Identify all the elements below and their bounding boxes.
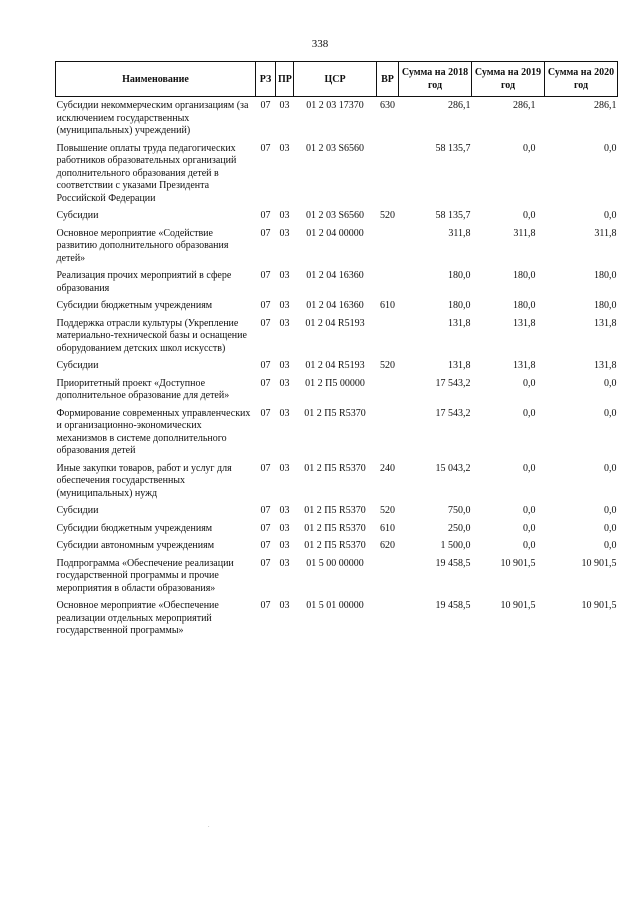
- cell-name: Подпрограмма «Обеспечение реализации государственной программы и прочие мероприятия в области образования»: [56, 557, 234, 594]
- cell-sum-2019: 0,0: [523, 210, 536, 221]
- table-row: [56, 267, 618, 297]
- cell-rz: 07: [260, 462, 271, 474]
- cell-pr: 03: [279, 210, 290, 221]
- cell-sum-2019: 180,0: [513, 270, 536, 281]
- header-name: Наименование: [56, 62, 256, 97]
- cell-name: Основное мероприятие «Содействие развитию дополнительного образования детей»: [56, 227, 229, 264]
- cell-rz: 07: [260, 557, 271, 569]
- cell-sum-2018: 1 500,0: [440, 540, 471, 551]
- cell-pr: 03: [279, 227, 290, 239]
- cell-vr: 610: [380, 300, 395, 311]
- table-row: [56, 315, 618, 358]
- cell-rz: 07: [260, 100, 271, 111]
- cell-rz: 07: [260, 505, 271, 516]
- cell-rz: 07: [260, 600, 271, 611]
- cell-pr: 03: [279, 270, 290, 281]
- cell-sum-2020: 10 901,5: [581, 557, 617, 569]
- cell-vr: 610: [380, 522, 395, 534]
- cell-sum-2019: 286,1: [513, 100, 536, 111]
- budget-table: [55, 61, 618, 640]
- header-sum-2020: Сумма на 2020 год: [545, 62, 618, 97]
- cell-sum-2020: 0,0: [604, 462, 617, 474]
- header-sum-2019: Сумма на 2019 год: [472, 62, 545, 97]
- cell-vr: [377, 555, 399, 598]
- cell-pr: 03: [279, 300, 290, 311]
- cell-sum-2019: 131,8: [513, 360, 536, 371]
- cell-vr: 240: [380, 462, 395, 474]
- cell-sum-2020: 0,0: [604, 522, 617, 534]
- cell-sum-2018: 131,8: [448, 360, 471, 371]
- cell-sum-2020: 131,8: [594, 360, 617, 371]
- cell-vr: 630: [380, 100, 395, 111]
- cell-pr: 03: [279, 462, 290, 474]
- cell-vr: [377, 225, 399, 268]
- table-row: [56, 375, 618, 405]
- cell-sum-2020: 0,0: [604, 210, 617, 221]
- cell-sum-2020: 0,0: [604, 505, 617, 516]
- cell-sum-2018: 19 458,5: [435, 557, 471, 569]
- table-row: [56, 520, 618, 538]
- header-sum-2018: Сумма на 2018 год: [399, 62, 472, 97]
- cell-name: Субсидии: [56, 505, 99, 516]
- cell-pr: 03: [279, 377, 290, 389]
- cell-csr: 01 2 П5 00000: [305, 377, 365, 389]
- cell-csr: 01 2 04 R5193: [305, 360, 365, 371]
- cell-sum-2020: 180,0: [594, 300, 617, 311]
- table-row: [56, 225, 618, 268]
- cell-sum-2018: 15 043,2: [435, 462, 471, 474]
- cell-csr: 01 2 04 16360: [306, 300, 364, 311]
- table-row: [56, 460, 618, 503]
- cell-sum-2018: 750,0: [448, 505, 471, 516]
- cell-name: Поддержка отрасли культуры (Укрепление материально-технической базы и оснащение оборудованием детских школ искусств): [56, 317, 247, 354]
- cell-pr: 03: [279, 407, 290, 419]
- cell-vr: [377, 405, 399, 460]
- cell-rz: 07: [260, 270, 271, 281]
- table-row: [56, 502, 618, 520]
- cell-sum-2019: 0,0: [523, 377, 536, 389]
- cell-rz: 07: [260, 377, 271, 389]
- cell-csr: 01 2 04 00000: [306, 227, 364, 239]
- cell-csr: 01 2 03 S6560: [305, 210, 365, 221]
- table-row: [56, 555, 618, 598]
- cell-pr: 03: [279, 540, 290, 551]
- table-row: [56, 597, 618, 640]
- cell-sum-2019: 311,8: [513, 227, 536, 239]
- cell-pr: 03: [279, 522, 290, 534]
- cell-rz: 07: [260, 317, 271, 329]
- cell-pr: 03: [279, 317, 290, 329]
- cell-rz: 07: [260, 360, 271, 371]
- table-row: [56, 297, 618, 315]
- cell-pr: 03: [279, 100, 290, 111]
- cell-name: Приоритетный проект «Доступное дополнительное образование для детей»: [56, 377, 230, 401]
- cell-rz: 07: [260, 540, 271, 551]
- cell-csr: 01 2 П5 R5370: [304, 505, 366, 516]
- cell-sum-2019: 0,0: [523, 407, 536, 419]
- cell-rz: 07: [260, 227, 271, 239]
- cell-vr: 620: [380, 540, 395, 551]
- cell-pr: 03: [279, 360, 290, 371]
- cell-name: Повышение оплаты труда педагогических работников образовательных организаций дополнительного образования детей в соответствии с указами Президента Российской Федерации: [56, 142, 237, 204]
- cell-sum-2019: 180,0: [513, 300, 536, 311]
- cell-sum-2018: 131,8: [448, 317, 471, 329]
- table-row: [56, 537, 618, 555]
- cell-pr: 03: [279, 505, 290, 516]
- cell-sum-2019: 0,0: [523, 505, 536, 516]
- cell-sum-2018: 17 543,2: [435, 377, 471, 389]
- cell-name: Реализация прочих мероприятий в сфере образования: [56, 270, 232, 294]
- cell-name: Субсидии бюджетным учреждениям: [56, 300, 213, 311]
- cell-name: Субсидии бюджетным учреждениям: [56, 522, 213, 534]
- cell-sum-2018: 180,0: [448, 270, 471, 281]
- cell-pr: 03: [279, 600, 290, 611]
- cell-sum-2020: 311,8: [594, 227, 617, 239]
- cell-name: Иные закупки товаров, работ и услуг для обеспечения государственных (муниципальных) нужд: [56, 462, 232, 499]
- header-pr: ПР: [276, 62, 294, 97]
- table-row: [56, 207, 618, 225]
- cell-sum-2019: 0,0: [523, 540, 536, 551]
- cell-vr: [377, 140, 399, 208]
- cell-sum-2019: 10 901,5: [500, 557, 536, 569]
- cell-pr: 03: [279, 557, 290, 569]
- cell-sum-2018: 17 543,2: [435, 407, 471, 419]
- cell-sum-2018: 58 135,7: [435, 210, 471, 221]
- cell-vr: 520: [380, 210, 395, 221]
- table-row: [56, 140, 618, 208]
- cell-sum-2018: 311,8: [448, 227, 471, 239]
- cell-name: Субсидии: [56, 360, 99, 371]
- header-vr: ВР: [377, 62, 399, 97]
- cell-name: Формирование современных управленческих и организационно-экономических механизмов в системе дополнительного образования детей: [56, 407, 251, 456]
- cell-sum-2018: 180,0: [448, 300, 471, 311]
- cell-sum-2019: 0,0: [523, 142, 536, 154]
- cell-vr: [377, 375, 399, 405]
- cell-csr: 01 2 04 16360: [306, 270, 364, 281]
- cell-sum-2018: 286,1: [448, 100, 471, 111]
- cell-sum-2020: 0,0: [604, 377, 617, 389]
- cell-csr: 01 2 03 17370: [306, 100, 364, 111]
- table-row: [56, 357, 618, 375]
- cell-vr: [377, 315, 399, 358]
- cell-sum-2019: 10 901,5: [500, 600, 536, 611]
- cell-vr: [377, 267, 399, 297]
- cell-sum-2020: 286,1: [594, 100, 617, 111]
- cell-pr: 03: [279, 142, 290, 154]
- cell-name: Субсидии некоммерческим организациям (за исключением государственных (муниципальных) учреждений): [56, 100, 249, 136]
- cell-rz: 07: [260, 210, 271, 221]
- cell-csr: 01 2 П5 R5370: [304, 462, 366, 474]
- cell-sum-2020: 131,8: [594, 317, 617, 329]
- header-rz: РЗ: [256, 62, 276, 97]
- cell-csr: 01 2 П5 R5370: [304, 407, 366, 419]
- table-row: [56, 405, 618, 460]
- cell-csr: 01 5 00 00000: [306, 557, 364, 569]
- cell-sum-2019: 0,0: [523, 462, 536, 474]
- cell-csr: 01 2 П5 R5370: [304, 522, 366, 534]
- table-header-row: [56, 62, 618, 97]
- cell-csr: 01 2 П5 R5370: [304, 540, 366, 551]
- cell-sum-2020: 0,0: [604, 407, 617, 419]
- cell-name: Субсидии: [56, 210, 99, 221]
- cell-sum-2020: 0,0: [604, 540, 617, 551]
- cell-sum-2020: 10 901,5: [581, 600, 617, 611]
- cell-sum-2020: 0,0: [604, 142, 617, 154]
- cell-rz: 07: [260, 522, 271, 534]
- cell-sum-2018: 19 458,5: [435, 600, 471, 611]
- cell-rz: 07: [260, 142, 271, 154]
- cell-vr: 520: [380, 360, 395, 371]
- cell-vr: [377, 597, 399, 640]
- cell-sum-2018: 250,0: [448, 522, 471, 534]
- cell-vr: 520: [380, 505, 395, 516]
- cell-csr: 01 5 01 00000: [306, 600, 364, 611]
- cell-name: Основное мероприятие «Обеспечение реализации отдельных мероприятий государственной программы»: [56, 600, 219, 636]
- cell-rz: 07: [260, 300, 271, 311]
- cell-sum-2019: 131,8: [513, 317, 536, 329]
- cell-rz: 07: [260, 407, 271, 419]
- cell-sum-2020: 180,0: [594, 270, 617, 281]
- cell-sum-2018: 58 135,7: [435, 142, 471, 154]
- table-row: [56, 97, 618, 140]
- cell-csr: 01 2 04 R5193: [305, 317, 365, 329]
- cell-csr: 01 2 03 S6560: [305, 142, 365, 154]
- cell-name: Субсидии автономным учреждениям: [56, 540, 215, 551]
- header-csr: ЦСР: [294, 62, 377, 97]
- page-number: 338: [311, 38, 329, 50]
- cell-sum-2019: 0,0: [523, 522, 536, 534]
- scan-speck: .: [208, 823, 210, 829]
